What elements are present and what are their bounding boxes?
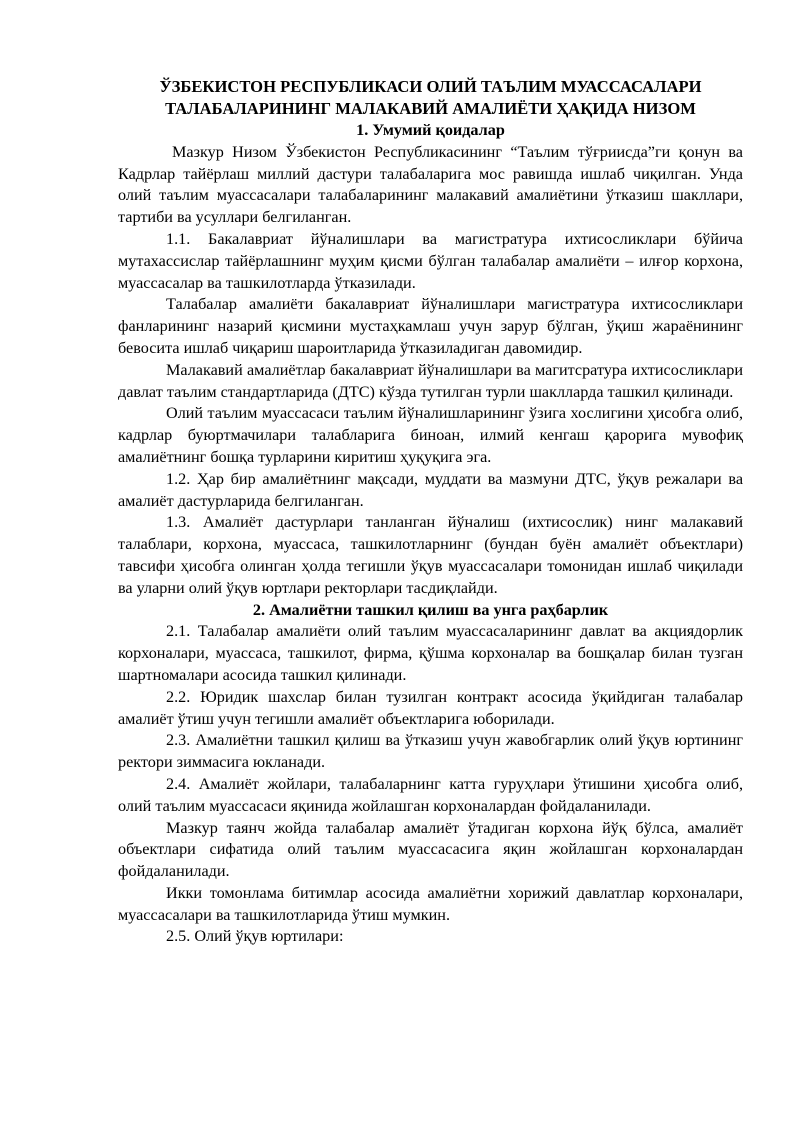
section-heading-organization: 2. Амалиётни ташкил қилиш ва унга раҳбарлик <box>252 600 609 619</box>
paragraph: 2.2. Юридик шахслар билан тузилган контракт асосида ўқийдиган талабалар амалиёт ўтиш учун тегишли амалиёт объектларига юборилади. <box>118 687 743 728</box>
paragraph: 2.5. Олий ўқув юртилари: <box>166 927 344 946</box>
paragraph: 2.4. Амалиёт жойлари, талабаларнинг катта гуруҳлари ўтишини ҳисобга олиб, олий таълим муассасаси яқинида жойлашган корхоналардан фойдаланилади. <box>118 774 743 815</box>
document-title-line-2: ТАЛАБАЛАРИНИНГ МАЛАКАВИЙ АМАЛИЁТИ ҲАҚИДА НИЗОМ <box>165 99 696 118</box>
paragraph: Талабалар амалиёти бакалавриат йўналишлари магистратура ихтисосликлари фанларининг назарий қисмини мустаҳкамлаш учун зарур бўлган, ўқиш жараёнининг бевосита ишлаб чиқариш шароитларида ўтказиладиган давомидир. <box>118 295 743 357</box>
paragraph: Мазкур Низом Ўзбекистон Республикасининг “Таълим тўғриисда”ги қонун ва Кадрлар тайёрлаш миллий дастури талабаларига мос равишда ишлаб чиқилган. Унда олий таълим муассасалари талабаларининг малакавий амалиётини ўтказиш шакллари, тартиби ва усуллари белгиланган. <box>118 142 743 227</box>
document-title <box>118 76 743 120</box>
paragraph: Малакавий амалиётлар бакалавриат йўналишлари ва магитсратура ихтисосликлари давлат таълим стандартларида (ДТС) кўзда тутилган турли шаклларда ташкил қилинади. <box>118 360 743 401</box>
paragraph: 2.1. Талабалар амалиёти олий таълим муассасаларининг давлат ва акциядорлик корхоналари, муассаса, ташкилот, фирма, қўшма корхоналар ва бошқалар билан тузган шартномалари асосида ташкил қилинади. <box>118 622 743 684</box>
paragraph: 1.1. Бакалавриат йўналишлари ва магистратура ихтисосликлари бўйича мутахассислар тайёрлашнинг муҳим қисми бўлган талабалар амалиёти – илғор корхона, муассасалар ва ташкилотларда ўтказилади. <box>118 229 743 292</box>
paragraph: Икки томонлама битимлар асосида амалиётни хорижий давлатлар корхоналари, муассасалари ва ташкилотларида ўтиш мумкин. <box>118 883 743 924</box>
paragraph: 1.3. Амалиёт дастурлари танланган йўналиш (ихтисослик) нинг малакавий талаблари, корхона, муассаса, ташкилотларнинг (бундан буён амалиёт объектлари) тавсифи ҳисобга олинган ҳолда тегишли ўқув муассасалари томонидан ишлаб чиқилади ва уларни олий ўқув юртлари ректорлари тасдиқлайди. <box>118 513 743 597</box>
document-page <box>118 76 743 948</box>
paragraph: Олий таълим муассасаси таълим йўналишларининг ўзига хослигини ҳисобга олиб, кадрлар буюртмачилари талабларига биноан, илмий кенгаш қарорига мувофиқ амалиётнинг бошқа турларини киритиш ҳуқуқига эга. <box>118 404 743 466</box>
paragraph: 1.2. Ҳар бир амалиётнинг мақсади, муддати ва мазмуни ДТС, ўқув режалари ва амалиёт дастурларида белгиланган. <box>118 469 743 510</box>
paragraph: 2.3. Амалиётни ташкил қилиш ва ўтказиш учун жавобгарлик олий ўқув юртининг ректори зиммасига юкланади. <box>118 731 743 772</box>
paragraph: Мазкур таянч жойда талабалар амалиёт ўтадиган корхона йўқ бўлса, амалиёт объектлари сифатида олий таълим муассасасига яқин жойлашган корхоналардан фойдаланилади. <box>118 818 743 881</box>
section-heading-general: 1. Умумий қоидалар <box>356 121 505 139</box>
document-title-line-1: ЎЗБЕКИСТОН РЕСПУБЛИКАСИ ОЛИЙ ТАЪЛИМ МУАССАСАЛАРИ <box>159 77 702 96</box>
